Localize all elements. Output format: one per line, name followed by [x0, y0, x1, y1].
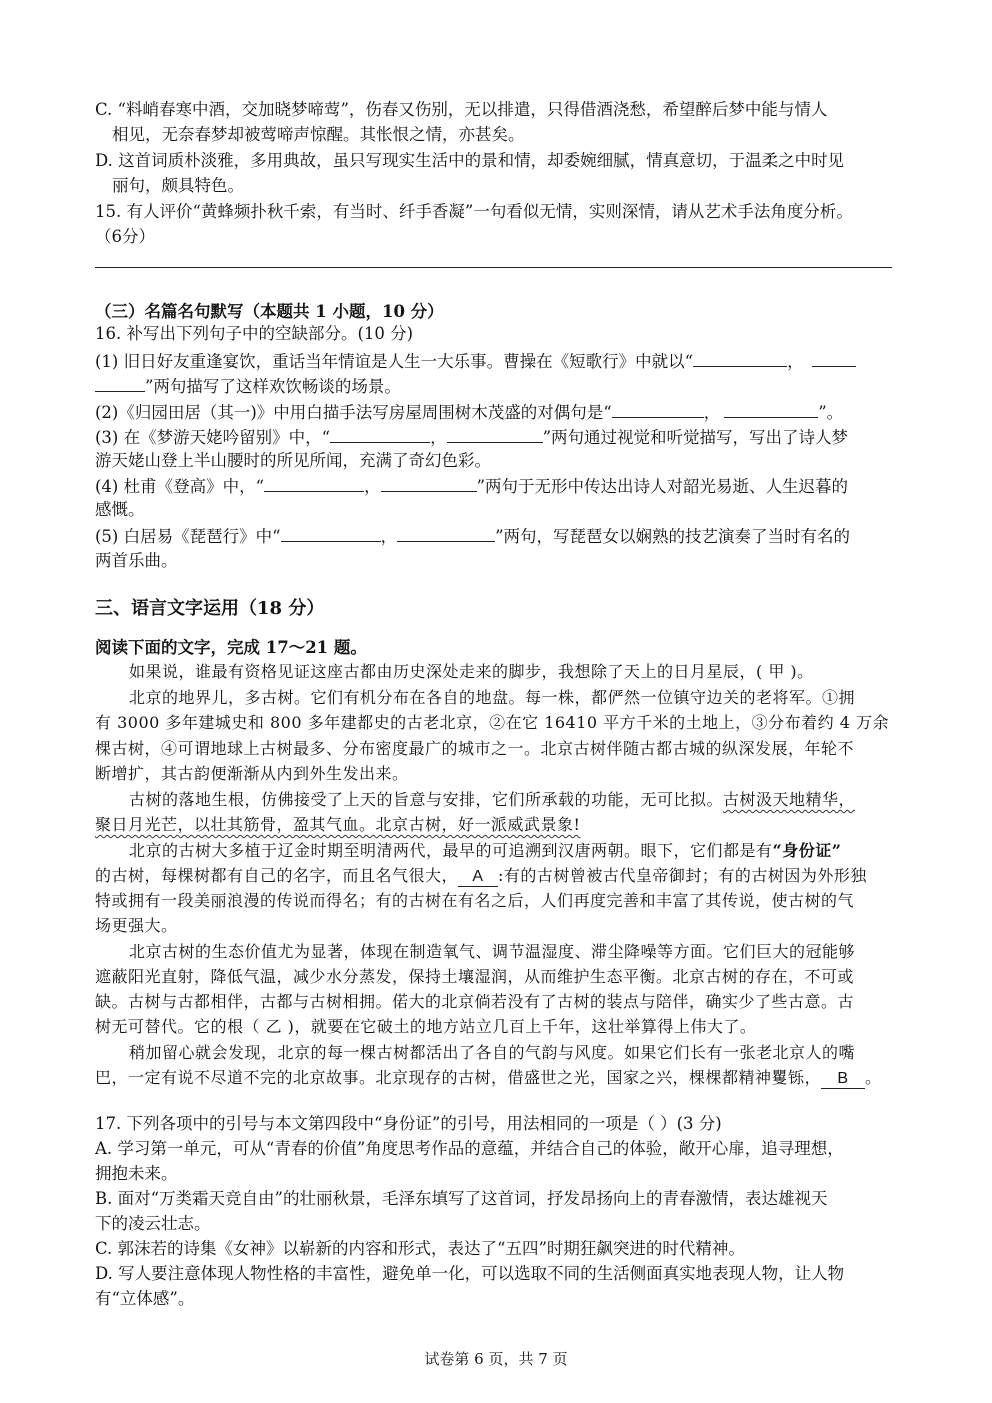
- q17-option-a-line2: 拥抱未来。: [95, 1164, 178, 1183]
- recite-section-title: （三）名篇名句默写（本题共 1 小题，10 分）: [95, 302, 444, 321]
- fill-blank[interactable]: [264, 474, 364, 492]
- q16-item-3-text-cont: ”两句通过视觉和听觉描写，写出了诗人梦: [542, 428, 848, 447]
- q16-item-1-cont: [95, 374, 401, 399]
- q14-option-c-line1: C. “料峭春寒中酒，交加晓梦啼莺”，伤春又伤别，无以排遣，只得借酒浇愁，希望醉后梦中能与情人: [95, 100, 828, 119]
- separator: ，: [380, 527, 398, 546]
- page-footer: 试卷第 6 页，共 7 页: [424, 1350, 568, 1368]
- passage-p3-line2: [95, 813, 580, 837]
- fill-blank[interactable]: [724, 400, 818, 418]
- q17-option-a-line1: A. 学习第一单元，可从“青春的价值”角度思考作品的意蕴，并结合自己的体验，敞开心扉，追寻理想，: [95, 1139, 844, 1158]
- passage-p2-line2: 有 3000 多年建城史和 800 多年建都史的古老北京，②在它 16410 平方千米的土地上，③分布着约 4 万余: [95, 713, 890, 732]
- fill-blank[interactable]: [95, 374, 145, 392]
- passage-p4-text: 北京的古树大多植于辽金时期至明清两代，最早的可追溯到汉唐两朝。眼下，它们都是有: [129, 841, 773, 860]
- q16-item-5: [95, 524, 850, 549]
- q17-option-b-line1: B. 面对“万类霜天竞自由”的壮丽秋景，毛泽东填写了这首词，抒发昂扬向上的青春激情，表达雄视天: [95, 1189, 828, 1208]
- passage-p5-line4: 树无可替代。它的根（ 乙 )，就要在它破土的地方站立几百上千年，这壮举算得上伟大了。: [95, 1017, 757, 1036]
- q16-item-1-text-cont: ”两句描写了这样欢饮畅谈的场景。: [145, 377, 401, 396]
- q16-item-4: [95, 474, 848, 499]
- passage-p6-end: 。: [865, 1068, 882, 1087]
- q16-item-2-text: (2)《归园田居（其一)》中用白描手法写房屋周围树木茂盛的对偶句是“: [95, 403, 612, 422]
- q16-item-3-line2: 游天姥山登上半山腰时的所见所闻，充满了奇幻色彩。: [95, 451, 491, 470]
- reading-instruction: 阅读下面的文字，完成 17～21 题。: [95, 638, 367, 657]
- fill-in-slot-a[interactable]: A: [458, 868, 498, 887]
- passage-p5-line2: 遮蔽阳光直射，降低气温，减少水分蒸发，保持土壤湿润，从而维护生态平衡。北京古树的存在，不可或: [95, 967, 855, 986]
- q16-item-3-text: (3) 在《梦游天姥吟留别》中，“: [95, 428, 331, 447]
- wavy-underlined-text: 聚日月光芒，以壮其筋骨，盈其气血。北京古树，好一派威武景象!: [95, 815, 581, 834]
- passage-p4-text: 的古树，每棵树都有自己的名字，而且名气很大，: [95, 866, 459, 885]
- passage-p3-text: 古树的落地生根，仿佛接受了上天的旨意与安排，它们所承载的功能，无可比拟。: [129, 790, 724, 809]
- q16-item-3: [95, 425, 848, 450]
- fill-blank[interactable]: [281, 524, 381, 542]
- passage-p5-line1: 北京古树的生态价值尤为显著，体现在制造氧气、调节温湿度、滞尘降噪等方面。它们巨大的冠能够: [129, 942, 856, 961]
- separator: ，: [364, 477, 381, 496]
- q14-option-d-line2: 丽句，颇具特色。: [112, 176, 244, 195]
- q17-option-c: C. 郭沫若的诗集《女神》以崭新的内容和形式，表达了“五四”时期狂飙突进的时代精神。: [95, 1239, 745, 1258]
- passage-p4-line1: [129, 839, 841, 863]
- wavy-underlined-text: 古树汲天地精华，: [723, 790, 856, 809]
- fill-blank[interactable]: [397, 524, 495, 542]
- passage-p1: 如果说，谁最有资格见证这座古都由历史深处走来的脚步，我想除了天上的日月星辰，( 甲 )。: [129, 662, 814, 681]
- passage-p4-text: :有的古树曾被古代皇帝御封；有的古树因为外形独: [498, 866, 867, 885]
- separator: ，: [430, 428, 447, 447]
- passage-p5-line3: 缺。古树与古都相伴，古都与古树相拥。偌大的北京倘若没有了古树的装点与陪伴，确实少了些古意。古: [95, 992, 855, 1011]
- q17-option-d-line1: D. 写人要注意体现人物性格的丰富性，避免单一化，可以选取不同的生活侧面真实地表现人物，让人物: [95, 1264, 845, 1283]
- fill-blank[interactable]: [612, 400, 704, 418]
- q16-item-2: [95, 400, 843, 425]
- passage-p2-line4: 断增扩，其古韵便渐渐从内到外生发出来。: [95, 764, 409, 783]
- fill-blank[interactable]: [812, 349, 856, 367]
- fill-in-slot-b[interactable]: B: [821, 1070, 865, 1089]
- q16-item-2-end: ”。: [818, 403, 844, 422]
- q16-item-4-text-cont: ”两句于无形中传达出诗人对韶光易逝、人生迟暮的: [476, 477, 848, 496]
- passage-p4-line2: [95, 864, 867, 888]
- passage-p6-text: 巴，一定有说不尽道不完的北京故事。北京现存的古树，借盛世之光，国家之兴，棵棵都精神矍铄，: [95, 1068, 822, 1087]
- q15-score: （6分）: [95, 227, 155, 246]
- passage-p3-line1: [129, 788, 855, 812]
- q16-item-4-line2: 感慨。: [95, 500, 145, 519]
- q17-option-d-line2: 有“立体感”。: [95, 1289, 195, 1308]
- q16-item-5-text-cont: ”两句，写琵琶女以娴熟的技艺演奏了当时有名的: [495, 527, 850, 546]
- passage-p6-line1: 稍加留心就会发现，北京的每一棵古树都活出了各自的气韵与风度。如果它们长有一张老北京人的嘴: [129, 1043, 856, 1062]
- fill-blank[interactable]: [447, 425, 543, 443]
- passage-p4-line4: 场更强大。: [95, 916, 178, 935]
- q14-option-d-line1: D. 这首词质朴淡雅，多用典故，虽只写现实生活中的景和情，却委婉细腻，情真意切，于温柔之中时见: [95, 151, 845, 170]
- q16-item-1-text: (1) 旧日好友重逢宴饮，重话当年情谊是人生一大乐事。曹操在《短歌行》中就以“: [95, 352, 694, 371]
- q14-option-c-line2: 相见，无奈春梦却被莺啼声惊醒。其怅恨之情，亦甚矣。: [112, 125, 525, 144]
- passage-p2-line1: 北京的地界儿，多古树。它们有机分布在各自的地盘。每一株，都俨然一位镇守边关的老将军。①拥: [129, 688, 856, 707]
- q15-stem: 15. 有人评价“黄蜂频扑秋千索，有当时、纤手香凝”一句看似无情，实则深情，请从艺术手法角度分析。: [95, 202, 853, 221]
- passage-p4-line3: 特或拥有一段美丽浪漫的传说而得名；有的古树在有名之后，人们再度完善和丰富了其传说，使古树的气: [95, 891, 855, 910]
- q16-item-5-line2: 两首乐曲。: [95, 551, 178, 570]
- answer-line[interactable]: [95, 267, 892, 268]
- passage-p6-line2: [95, 1066, 882, 1090]
- q17-stem: 17. 下列各项中的引号与本文第四段中“身份证”的引号，用法相同的一项是（ ）(3 分): [95, 1114, 722, 1133]
- q16-item-1: [95, 349, 856, 374]
- q16-item-4-text: (4) 杜甫《登高》中，“: [95, 477, 265, 496]
- separator: ，: [703, 403, 721, 422]
- separator: ，: [787, 352, 804, 371]
- q16-stem: 16. 补写出下列句子中的空缺部分。(10 分): [95, 324, 414, 343]
- bold-quoted-term: “身份证”: [772, 841, 842, 860]
- fill-blank[interactable]: [330, 425, 430, 443]
- q16-item-5-text: (5) 白居易《琵琶行》中“: [95, 527, 281, 546]
- section-3-title: 三、语言文字运用（18 分）: [95, 598, 325, 619]
- fill-blank[interactable]: [381, 474, 477, 492]
- fill-blank[interactable]: [693, 349, 787, 367]
- q17-option-b-line2: 下的凌云壮志。: [95, 1214, 211, 1233]
- passage-p2-line3: 棵古树，④可谓地球上古树最多、分布密度最广的城市之一。北京古树伴随古都古城的纵深发展，年轮不: [95, 739, 855, 758]
